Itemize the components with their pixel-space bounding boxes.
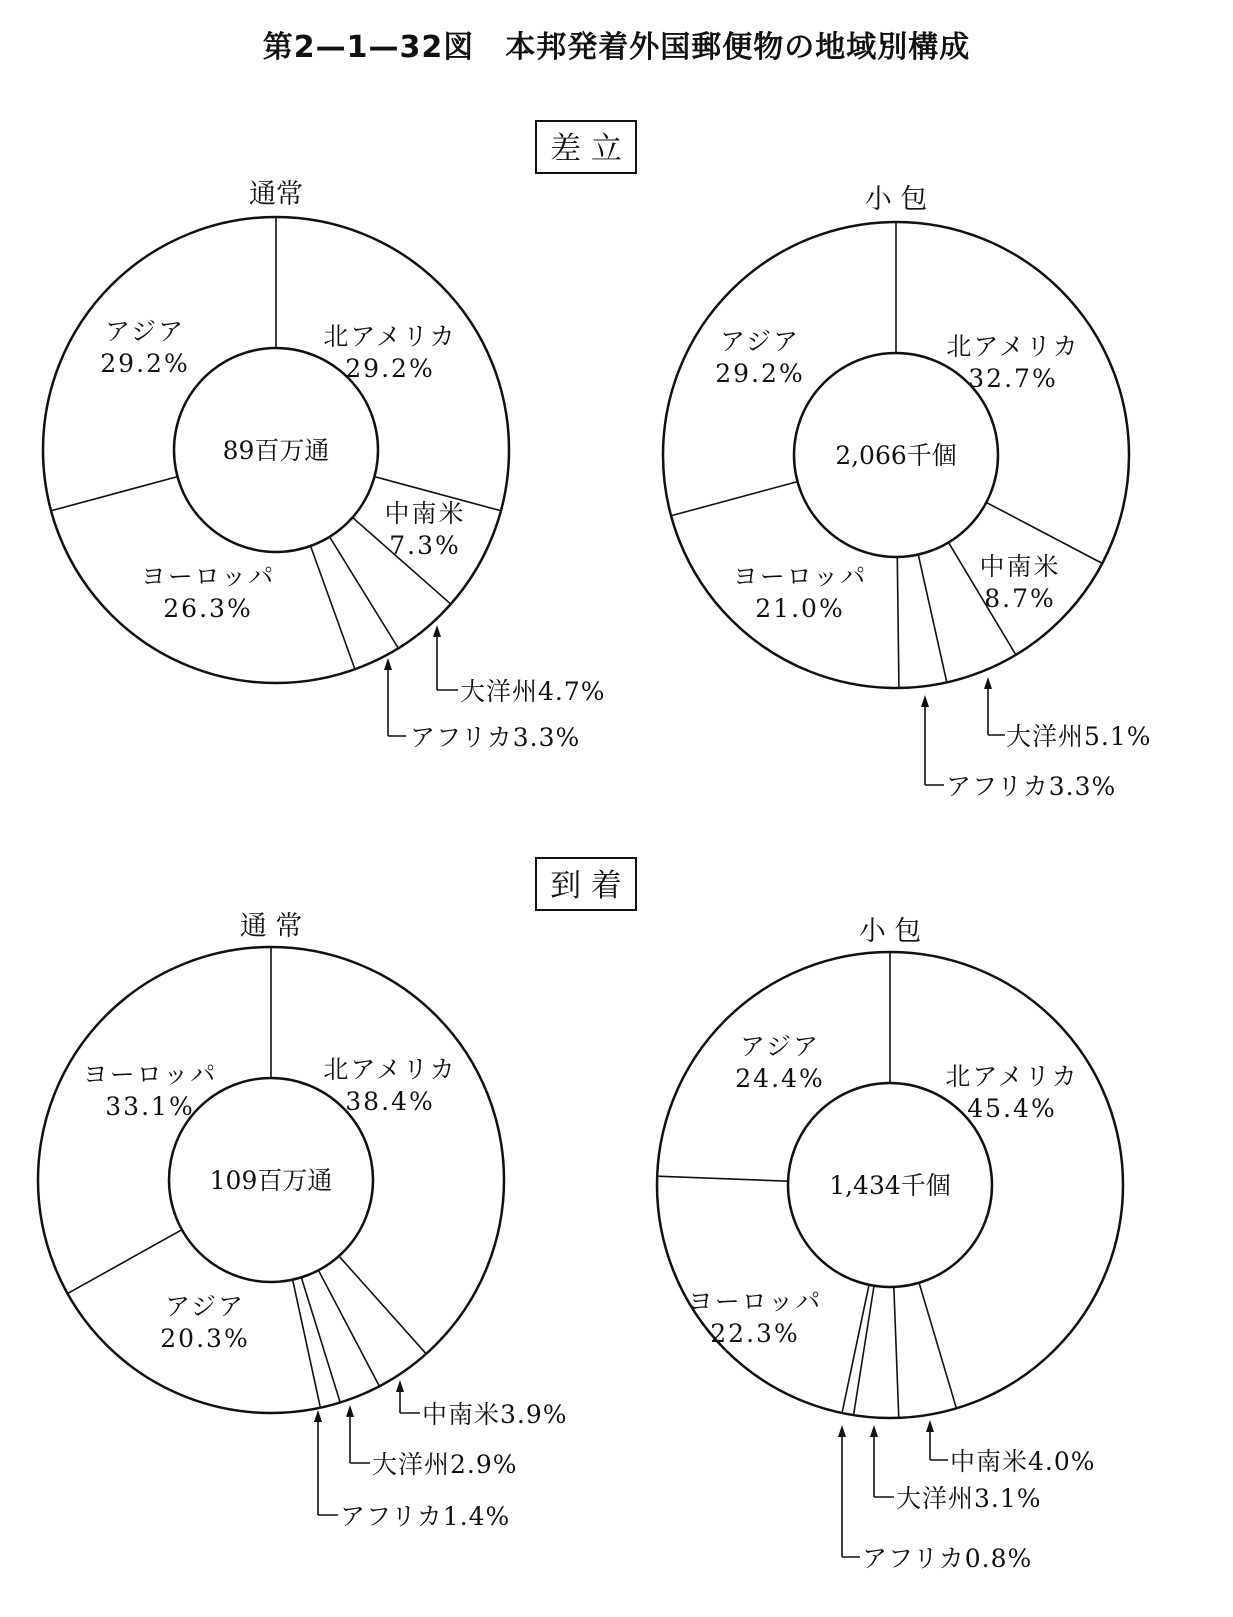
- slice-boundary: [68, 1230, 182, 1294]
- slice-pct-label: 20.3%: [160, 1324, 250, 1353]
- figure-title: 第2—1—32図 本邦発着外国郵便物の地域別構成: [262, 30, 971, 65]
- slice-boundary: [919, 1283, 956, 1409]
- center-total: 89百万通: [222, 436, 330, 465]
- center-total: 109百万通: [209, 1166, 333, 1195]
- slice-boundary: [897, 557, 899, 688]
- slice-callout-label: アフリカ3.3%: [946, 772, 1117, 801]
- chart-title: 通常: [249, 179, 303, 210]
- chart-title: 小 包: [864, 184, 928, 215]
- slice-pct-label: 38.4%: [345, 1087, 435, 1116]
- slice-callout-label: 大洋州5.1%: [1006, 722, 1152, 751]
- slice-callout-label: アフリカ3.3%: [410, 723, 581, 752]
- slice-pct-label: 33.1%: [105, 1092, 195, 1121]
- slice-name-label: ヨーロッパ: [82, 1060, 218, 1089]
- slice-callout-label: アフリカ0.8%: [862, 1544, 1033, 1573]
- slice-pct-label: 26.3%: [163, 594, 253, 623]
- slice-boundary: [918, 555, 947, 683]
- slice-name-label: 北アメリカ: [323, 1055, 457, 1084]
- leader-arrowhead: [384, 658, 392, 670]
- slice-pct-label: 29.2%: [715, 359, 805, 388]
- slice-pct-label: 24.4%: [735, 1064, 825, 1093]
- slice-pct-label: 22.3%: [710, 1319, 800, 1348]
- slice-pct-label: 45.4%: [967, 1094, 1057, 1123]
- slice-boundary: [330, 537, 399, 648]
- slice-name-label: 北アメリカ: [946, 332, 1080, 361]
- leader-arrowhead: [838, 1425, 846, 1437]
- slice-pct-label: 8.7%: [984, 584, 1056, 613]
- slice-pct-label: 7.3%: [389, 531, 461, 560]
- leader-arrowhead: [921, 695, 929, 707]
- slice-name-label: アジア: [104, 317, 186, 346]
- slice-name-label: ヨーロッパ: [732, 562, 868, 591]
- slice-boundary: [301, 1277, 340, 1402]
- slice-boundary: [293, 1280, 321, 1408]
- chart-title: 通 常: [239, 911, 303, 942]
- slice-boundary: [854, 1286, 874, 1415]
- leader-arrowhead: [314, 1410, 322, 1422]
- slice-boundary: [318, 1270, 379, 1386]
- slice-callout-label: 中南米3.9%: [422, 1400, 568, 1429]
- slice-name-label: ヨーロッパ: [687, 1287, 823, 1316]
- leader-arrowhead: [984, 677, 992, 689]
- slice-callout-label: アフリカ1.4%: [340, 1502, 511, 1531]
- slice-boundary: [894, 1287, 899, 1418]
- slice-boundary: [51, 477, 177, 511]
- leader-arrowhead: [346, 1405, 354, 1417]
- slice-pct-label: 32.7%: [968, 364, 1058, 393]
- chart-title: 小 包: [858, 916, 922, 947]
- slice-name-label: 北アメリカ: [323, 322, 457, 351]
- slice-name-label: アジア: [739, 1032, 821, 1061]
- leader-arrowhead: [396, 1380, 404, 1392]
- slice-boundary: [657, 1176, 788, 1181]
- slice-boundary: [671, 482, 797, 516]
- slice-boundary: [842, 1285, 869, 1413]
- slice-callout-label: 大洋州2.9%: [372, 1450, 518, 1479]
- slice-name-label: 中南米: [979, 552, 1061, 581]
- slice-pct-label: 29.2%: [345, 354, 435, 383]
- slice-name-label: ヨーロッパ: [140, 562, 276, 591]
- center-total: 1,434千個: [829, 1171, 951, 1200]
- slice-pct-label: 21.0%: [755, 594, 845, 623]
- slice-pct-label: 29.2%: [100, 349, 190, 378]
- section-label: 到 着: [550, 868, 622, 904]
- slice-callout-label: 大洋州4.7%: [460, 677, 606, 706]
- leader-arrowhead: [870, 1425, 878, 1437]
- slice-boundary: [339, 1256, 426, 1354]
- slice-boundary: [311, 546, 355, 669]
- leader-arrowhead: [433, 625, 441, 637]
- section-label: 差 立: [550, 131, 622, 167]
- slice-name-label: アジア: [719, 327, 801, 356]
- center-total: 2,066千個: [835, 441, 957, 470]
- slice-callout-label: 大洋州3.1%: [896, 1484, 1042, 1513]
- slice-name-label: アジア: [164, 1292, 246, 1321]
- slice-name-label: 中南米: [384, 499, 466, 528]
- slice-name-label: 北アメリカ: [945, 1062, 1079, 1091]
- slice-callout-label: 中南米4.0%: [950, 1447, 1096, 1476]
- leader-arrowhead: [926, 1420, 934, 1432]
